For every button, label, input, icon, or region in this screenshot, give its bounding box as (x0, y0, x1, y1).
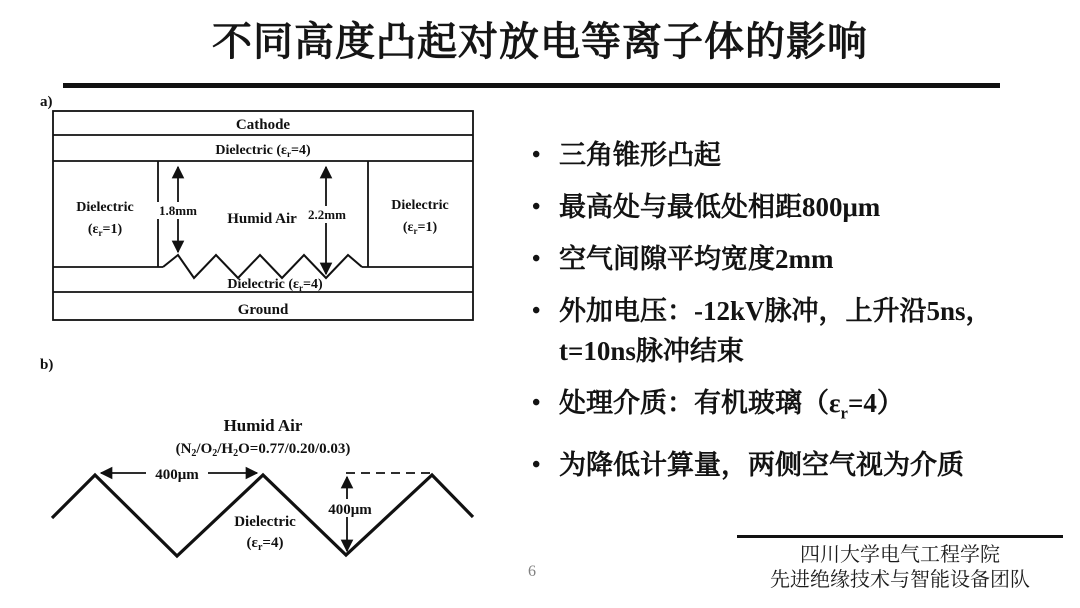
dielectric-value-b: $(\varepsilon_r=4)$ (246, 535, 284, 553)
gas-mixture-formula: $(N_2/O_2/H_2O=0.77/0.20/0.03)$ (175, 441, 351, 459)
bullet-list (532, 135, 1044, 497)
page-title: 不同高度凸起对放电等离子体的影响 (212, 19, 868, 64)
bullet-item (532, 135, 1044, 175)
dielectric-right-label: Dielectric (391, 198, 449, 213)
diagram-a-label: a) (40, 94, 53, 110)
diagram-b-label: b) (40, 357, 54, 373)
dielectric-bottom-label: Dielectric $(\varepsilon_r=4)$ (227, 277, 323, 293)
bullet-text: 外加电压：-12kV脉冲，上升沿5ns， (559, 296, 993, 326)
bullet-text: 最高处与最低处相距800μm (559, 192, 881, 222)
bullet-item (532, 383, 1044, 433)
bullet-text: 空气间隙平均宽度2mm (559, 244, 834, 274)
dielectric-right-value: $(\varepsilon_r=1)$ (402, 220, 438, 236)
dim-2-2mm: 2.2mm (308, 207, 346, 222)
diagram-b (35, 352, 510, 577)
height-400um-label: 400μm (328, 502, 372, 518)
dielectric-left-label: Dielectric (76, 200, 134, 215)
bullet-icon: • (532, 298, 541, 324)
height-dimension (321, 473, 433, 551)
footer-institution: 四川大学电气工程学院 (800, 544, 1000, 566)
bullet-text-line2: t=10ns脉冲结束 (559, 336, 744, 366)
bullet-item (532, 291, 1044, 371)
bullet-icon: • (532, 390, 541, 416)
bullet-icon: • (532, 194, 541, 220)
bullet-text: 为降低计算量，两侧空气视为介质 (559, 450, 964, 481)
bullet-item (532, 187, 1044, 227)
dielectric-left-value: $(\varepsilon_r=1)$ (87, 222, 123, 238)
dim-1-8mm: 1.8mm (159, 203, 197, 218)
diagram-a (35, 92, 485, 332)
width-dimension (101, 464, 257, 483)
bullet-icon: • (532, 452, 541, 479)
protrusion-zigzag (163, 255, 362, 278)
cathode-label: Cathode (235, 117, 291, 133)
bullet-icon: • (532, 246, 541, 272)
width-400um-label: 400μm (155, 467, 199, 483)
ground-label: Ground (237, 302, 289, 318)
bullet-item (532, 445, 1044, 485)
bullet-text: 处理介质：有机玻璃$(\varepsilon_r=4)$ (559, 388, 904, 423)
dielectric-top-label: Dielectric $(\varepsilon_r=4)$ (215, 143, 311, 159)
title-underline (63, 83, 1000, 88)
footer (737, 535, 1063, 593)
bullet-text: 三角锥形凸起 (559, 140, 721, 170)
dielectric-label-b: Dielectric (234, 514, 296, 530)
page-number: 6 (528, 563, 536, 580)
bullet-icon: • (532, 142, 541, 168)
footer-team: 先进绝缘技术与智能设备团队 (770, 569, 1030, 591)
bullet-item (532, 239, 1044, 279)
humid-air-label: Humid Air (227, 211, 297, 227)
humid-air-label-b: Humid Air (223, 416, 303, 435)
